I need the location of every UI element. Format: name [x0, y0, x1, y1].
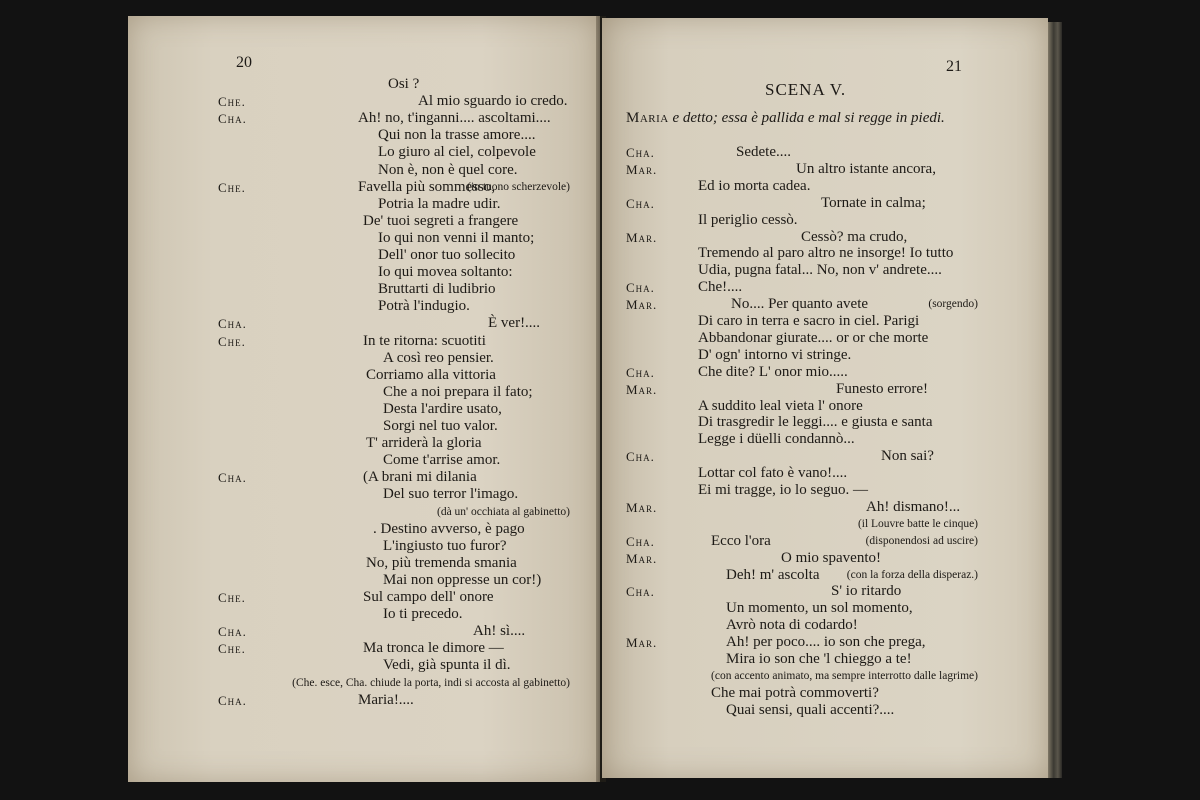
verse-line: [602, 381, 1048, 398]
verse-text: Mira io son che 'l chieggo a te!: [726, 651, 912, 667]
verse-line: [128, 196, 600, 213]
verse-text: Osi ?: [388, 76, 420, 92]
verse-text: In te ritorna: scuotiti: [363, 332, 486, 349]
verse-line: [602, 229, 1048, 246]
speaker-label: Mar.: [626, 161, 658, 177]
verse-line: [128, 623, 600, 640]
verse-line: [128, 521, 600, 538]
verse-line: [128, 315, 600, 332]
verse-text: Deh! m' ascolta: [726, 566, 820, 583]
verse-line: [602, 651, 1048, 668]
verse-line: [128, 247, 600, 264]
speaker-label: Mar.: [626, 229, 658, 245]
page-number: 21: [946, 58, 962, 75]
verse-line: [128, 162, 600, 179]
verse-line: [128, 384, 600, 401]
left-page: [128, 16, 600, 782]
speaker-label: Cha.: [626, 449, 655, 465]
verse-line: [602, 330, 1048, 347]
verse-line: [602, 600, 1048, 617]
speaker-label: Mar.: [626, 499, 658, 515]
verse-line: [128, 298, 600, 315]
verse-line: [602, 448, 1048, 465]
page-number: 20: [236, 54, 252, 71]
right-page: [602, 18, 1048, 778]
verse-text: Quai sensi, quali accenti?....: [726, 701, 895, 718]
speaker-label: Cha.: [218, 624, 247, 640]
verse-text: Tremendo al paro altro ne insorge! Io tutto: [698, 245, 954, 262]
stage-direction: [626, 110, 945, 127]
verse-text: No, più tremenda smania: [366, 554, 517, 571]
verse-line: [128, 281, 600, 298]
verse-text: (A brani mi dilania: [363, 469, 477, 486]
verse-text: Non è, non è quel core.: [378, 161, 518, 178]
verse-text: Ah! sì....: [473, 623, 526, 640]
speaker-label: Cha.: [626, 145, 655, 160]
verse-line: [128, 504, 600, 521]
verse-line: [128, 606, 600, 623]
verse-line: [128, 127, 600, 144]
verse-text: Come t'arrise amor.: [383, 452, 501, 469]
verse-text: Del suo terror l'imago.: [383, 486, 519, 503]
verse-text: A suddito leal vieta l' onore: [698, 397, 863, 414]
verse-line: [602, 262, 1048, 279]
verse-line: [128, 179, 600, 196]
verse-text: Abbandonar giurate.... or or che morte: [698, 329, 929, 346]
verse-line: [128, 144, 600, 161]
verse-text: Io qui movea soltanto:: [378, 264, 513, 281]
verse-text: Tornate in calma;: [821, 194, 926, 211]
speaker-label: Cha.: [218, 692, 247, 708]
speaker-label: Mar.: [626, 297, 658, 313]
verse-text: Qui non la trasse amore....: [378, 127, 536, 144]
verse-text: Non sai?: [881, 448, 934, 465]
verse-text: Bruttarti di ludibrio: [378, 281, 496, 298]
verse-line: [602, 685, 1048, 702]
speaker-label: Cha.: [626, 364, 655, 380]
verse-line: [128, 230, 600, 247]
verse-line: [128, 589, 600, 606]
verse-text: Che mai potrà commoverti?: [711, 684, 879, 701]
verse-line: [128, 572, 600, 589]
scene-heading: SCENA V.: [765, 80, 847, 99]
stage-direction-text: e detto; essa è pallida e mal si regge in piedi.: [672, 110, 945, 126]
verse-line: [602, 414, 1048, 431]
verse-text: Legge i düelli condannò...: [698, 431, 855, 448]
verse-line: [602, 499, 1048, 516]
verse-line: [602, 398, 1048, 415]
speaker-label: Mar.: [626, 635, 658, 651]
verse-text: Io qui non venni il manto;: [378, 229, 535, 246]
verse-line: [128, 486, 600, 503]
stage-direction: (sorgendo): [928, 298, 978, 311]
verse-line: [602, 195, 1048, 212]
stage-direction: (con la forza della disperaz.): [846, 568, 978, 581]
verse-text: Cessò? ma crudo,: [801, 228, 908, 245]
verse-line: [128, 640, 600, 657]
verse-line: [602, 161, 1048, 178]
verse-text: Maria!....: [358, 691, 414, 708]
verse-text: T' arriderà la gloria: [366, 435, 482, 452]
verse-text: L'ingiusto tuo furor?: [383, 537, 507, 554]
verse-text: Dell' onor tuo sollecito: [378, 247, 516, 263]
verse-text: Funesto errore!: [836, 380, 929, 397]
verse-text: Un altro istante ancora,: [796, 160, 936, 177]
verse-line: [128, 555, 600, 572]
verse-text: Di caro in terra e sacro in ciel. Parigi: [698, 313, 920, 329]
verse-text: Avrò nota di codardo!: [726, 617, 858, 634]
verse-text: Sedete....: [736, 144, 791, 160]
stage-direction: (Che. esce, Cha. chiude la porta, indi si accosta al gabinetto): [292, 676, 570, 689]
verse-line: [602, 313, 1048, 330]
verse-text: De' tuoi segreti a frangere: [363, 212, 519, 229]
verse-line: [602, 533, 1048, 550]
verse-text: No.... Per quanto avete: [731, 296, 869, 313]
verse-text: Ma tronca le dimore —: [363, 640, 504, 657]
verse-text: Che dite? L' onor mio.....: [698, 363, 848, 380]
speaker-label: Mar.: [626, 381, 658, 397]
verse-text: Ecco l'ora: [711, 532, 771, 549]
speaker-label: Che.: [218, 590, 246, 605]
verse-line: [128, 110, 600, 127]
verse-text: Ah! no, t'inganni.... ascoltami....: [358, 110, 551, 127]
verse-line: [128, 93, 600, 110]
verse-line: [128, 692, 600, 709]
verse-text: O mio spavento!: [781, 549, 881, 566]
verse-line: [602, 364, 1048, 381]
verse-text: Ed io morta cadea.: [698, 177, 811, 194]
verse-line: [602, 431, 1048, 448]
verse-text: Ah! dismano!...: [866, 498, 961, 515]
stage-direction: (il Louvre batte le cinque): [857, 517, 978, 530]
verse-text: Che a noi prepara il fato;: [383, 383, 533, 400]
stage-direction-speaker: Maria: [626, 110, 669, 126]
verse-line: [602, 347, 1048, 364]
speaker-label: Che.: [218, 641, 246, 657]
stage-direction: (disponendosi ad uscire): [865, 534, 978, 547]
verse-line: [602, 668, 1048, 685]
verse-line: [128, 333, 600, 350]
verse-text: . Destino avverso, è pago: [373, 520, 525, 537]
verse-text: Lottar col fato è vano!....: [698, 465, 848, 482]
speaker-label: Cha.: [218, 470, 247, 486]
verse-line: [602, 583, 1048, 600]
verse-text: Mai non oppresse un cor!): [383, 571, 542, 588]
verse-line: [128, 657, 600, 674]
verse-line: [128, 401, 600, 418]
verse-text: Sorgi nel tuo valor.: [383, 418, 498, 434]
verse-line: [602, 212, 1048, 229]
verse-line: [128, 538, 600, 555]
verse-line: [602, 702, 1048, 719]
verse-line: [602, 550, 1048, 567]
verse-text: Il periglio cessò.: [698, 211, 798, 228]
verse-text: Potria la madre udir.: [378, 195, 501, 212]
speaker-label: Cha.: [626, 584, 655, 600]
verse-text: Un momento, un sol momento,: [726, 600, 913, 617]
verse-text: Desta l'ardire usato,: [383, 400, 502, 417]
stage-direction: (con accento animato, ma sempre interrotto dalle lagrime): [711, 669, 978, 682]
verse-text: Udia, pugna fatal... No, non v' andrete....: [698, 262, 942, 279]
verse-line: [602, 296, 1048, 313]
speaker-label: Che.: [218, 94, 246, 110]
verse-text: Che!....: [698, 279, 743, 296]
verse-text: D' ogn' intorno vi stringe.: [698, 346, 852, 363]
verse-line: [128, 76, 600, 93]
verse-line: [602, 245, 1048, 262]
speaker-label: Cha.: [626, 195, 655, 211]
verse-text: Sul campo dell' onore: [363, 589, 494, 605]
speaker-label: Mar.: [626, 550, 658, 566]
verse-text: È ver!....: [488, 315, 541, 332]
speaker-label: Che.: [218, 179, 246, 195]
verse-line: [128, 452, 600, 469]
verse-line: [602, 144, 1048, 161]
verse-text: S' io ritardo: [831, 583, 902, 600]
speaker-label: Cha.: [626, 280, 655, 296]
verse-line: [128, 469, 600, 486]
verse-line: [602, 279, 1048, 296]
speaker-label: Che.: [218, 333, 246, 349]
verse-text: Lo giuro al ciel, colpevole: [378, 144, 536, 161]
verse-line: [128, 350, 600, 367]
stage-direction: (dà un' occhiata al gabinetto): [437, 505, 570, 518]
verse-text: Favella più sommesso,: [358, 178, 496, 195]
verse-line: [602, 516, 1048, 533]
verse-line: [602, 482, 1048, 499]
verse-line: [602, 178, 1048, 195]
stage-direction: (in tuono scherzevole): [467, 180, 570, 193]
verse-line: [128, 675, 600, 692]
verse-line: [602, 567, 1048, 584]
verse-line: [602, 634, 1048, 651]
page-edges: [1048, 22, 1062, 778]
verse-line: [128, 435, 600, 452]
verse-text: Vedi, già spunta il dì.: [383, 657, 511, 674]
verse-text: Potrà l'indugio.: [378, 298, 470, 315]
verse-text: Io ti precedo.: [383, 606, 463, 623]
verse-text: A così reo pensier.: [383, 349, 494, 366]
verse-line: [602, 465, 1048, 482]
verse-line: [128, 418, 600, 435]
speaker-label: Cha.: [626, 533, 655, 549]
verse-line: [128, 367, 600, 384]
verse-text: Di trasgredir le leggi.... e giusta e santa: [698, 414, 933, 431]
verse-line: [128, 264, 600, 281]
speaker-label: Cha.: [218, 316, 247, 332]
verse-text: Ah! per poco.... io son che prega,: [726, 634, 926, 651]
verse-text: Al mio sguardo io credo.: [418, 93, 568, 110]
verse-text: Corriamo alla vittoria: [366, 366, 496, 383]
verse-line: [128, 213, 600, 230]
speaker-label: Cha.: [218, 111, 247, 127]
verse-line: [602, 617, 1048, 634]
verse-text: Ei mi tragge, io lo seguo. —: [698, 482, 868, 498]
